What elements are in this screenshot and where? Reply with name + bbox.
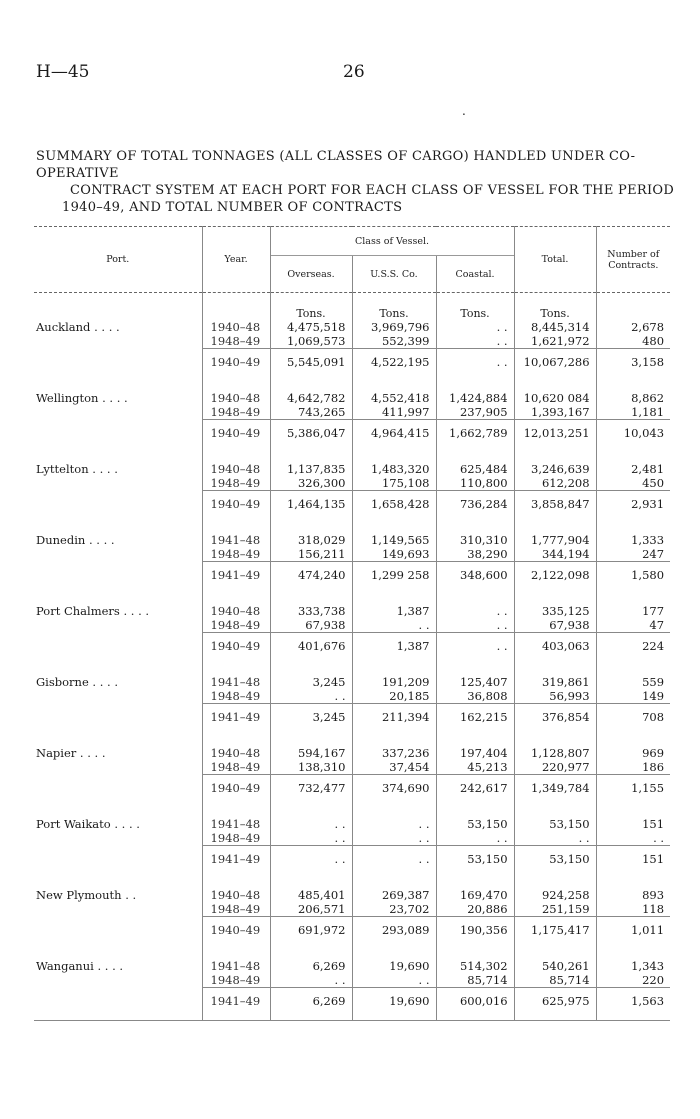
total-cell: 540,261 — [514, 949, 596, 973]
total-total-cell: 403,063 — [514, 633, 596, 666]
coastal-cell: 110,800 — [436, 476, 514, 491]
total-cell: 10,620 084 — [514, 381, 596, 405]
port-blank — [34, 704, 202, 737]
tonnage-summary-table — [34, 226, 670, 1021]
table-row — [34, 902, 670, 917]
total-year-cell: 1940–49 — [202, 491, 270, 524]
total-cell: 251,159 — [514, 902, 596, 917]
year-cell: 1941–48 — [202, 949, 270, 973]
coastal-cell: 514,302 — [436, 949, 514, 973]
coastal-cell: 36,808 — [436, 689, 514, 704]
page-reference: H—45 — [36, 62, 90, 82]
contracts-cell: 559 — [596, 665, 670, 689]
coastal-cell: 237,905 — [436, 405, 514, 420]
port-blank — [34, 491, 202, 524]
total-contracts-cell: 151 — [596, 846, 670, 879]
total-overseas-cell: 691,972 — [270, 917, 352, 950]
uss-cell: 1,483,320 — [352, 452, 436, 476]
contracts-cell: 480 — [596, 334, 670, 349]
uss-cell: 23,702 — [352, 902, 436, 917]
coastal-cell: . . — [436, 831, 514, 846]
total-overseas-cell: 732,477 — [270, 775, 352, 808]
port-name — [34, 902, 202, 917]
year-cell: 1948–49 — [202, 689, 270, 704]
total-contracts-cell: 224 — [596, 633, 670, 666]
total-uss-cell: 211,394 — [352, 704, 436, 737]
port-name — [34, 689, 202, 704]
total-cell: 8,445,314 — [514, 320, 596, 334]
total-year-cell: 1940–49 — [202, 917, 270, 950]
port-name — [34, 476, 202, 491]
contracts-cell: 1,333 — [596, 523, 670, 547]
port-name — [34, 405, 202, 420]
year-cell: 1948–49 — [202, 405, 270, 420]
port-name: Lyttelton . . . . — [36, 462, 118, 476]
uss-cell: 149,693 — [352, 547, 436, 562]
uss-cell: 1,149,565 — [352, 523, 436, 547]
total-total-cell: 376,854 — [514, 704, 596, 737]
total-contracts-cell: 3,158 — [596, 349, 670, 382]
port-blank — [34, 420, 202, 453]
total-overseas-cell: 5,545,091 — [270, 349, 352, 382]
uss-cell: . . — [352, 618, 436, 633]
table-row — [34, 665, 670, 689]
table-row — [34, 949, 670, 973]
coastal-cell: . . — [436, 618, 514, 633]
overseas-cell: . . — [270, 973, 352, 988]
overseas-cell: 318,029 — [270, 523, 352, 547]
total-uss-cell: 19,690 — [352, 988, 436, 1021]
total-coastal-cell: 53,150 — [436, 846, 514, 879]
contracts-cell: 220 — [596, 973, 670, 988]
year-cell: 1948–49 — [202, 973, 270, 988]
table-row — [34, 320, 670, 334]
title-line-2: CONTRACT SYSTEM AT EACH PORT FOR EACH CLASS OF VESSEL FOR THE PERIOD — [70, 183, 675, 198]
total-cell: 56,993 — [514, 689, 596, 704]
total-uss-cell: 1,387 — [352, 633, 436, 666]
year-cell: 1940–48 — [202, 594, 270, 618]
total-coastal-cell: . . — [436, 633, 514, 666]
header-class-of-vessel: Class of Vessel. — [270, 227, 514, 256]
units-blank-contracts — [596, 293, 670, 321]
coastal-cell: 20,886 — [436, 902, 514, 917]
table-row — [34, 594, 670, 618]
port-name: Port Chalmers . . . . — [36, 604, 150, 618]
overseas-cell: 156,211 — [270, 547, 352, 562]
port-name — [34, 547, 202, 562]
total-uss-cell: . . — [352, 846, 436, 879]
contracts-cell: 1,181 — [596, 405, 670, 420]
total-cell: 612,208 — [514, 476, 596, 491]
total-coastal-cell: 162,215 — [436, 704, 514, 737]
contracts-cell: 47 — [596, 618, 670, 633]
port-total-row — [34, 349, 670, 382]
table-body — [34, 293, 670, 1021]
total-cell: 1,621,972 — [514, 334, 596, 349]
total-cell: 319,861 — [514, 665, 596, 689]
header-port: Port. — [34, 227, 202, 293]
overseas-cell: 4,642,782 — [270, 381, 352, 405]
table-row — [34, 736, 670, 760]
overseas-cell: 1,069,573 — [270, 334, 352, 349]
port-total-row — [34, 988, 670, 1021]
overseas-cell: 594,167 — [270, 736, 352, 760]
total-coastal-cell: 1,662,789 — [436, 420, 514, 453]
port-blank — [34, 775, 202, 808]
uss-cell: . . — [352, 831, 436, 846]
print-mark: . — [462, 104, 466, 118]
table-row — [34, 807, 670, 831]
total-total-cell: 53,150 — [514, 846, 596, 879]
port-blank — [34, 562, 202, 595]
total-cell: 67,938 — [514, 618, 596, 633]
contracts-cell: 2,481 — [596, 452, 670, 476]
year-cell: 1948–49 — [202, 618, 270, 633]
total-year-cell: 1941–49 — [202, 704, 270, 737]
coastal-cell: 85,714 — [436, 973, 514, 988]
total-overseas-cell: 6,269 — [270, 988, 352, 1021]
year-cell: 1948–49 — [202, 760, 270, 775]
year-cell: 1941–48 — [202, 807, 270, 831]
table-title — [36, 148, 676, 216]
total-overseas-cell: 474,240 — [270, 562, 352, 595]
total-uss-cell: 4,964,415 — [352, 420, 436, 453]
table-row — [34, 689, 670, 704]
page-number: 26 — [343, 62, 365, 82]
port-total-row — [34, 491, 670, 524]
port-total-row — [34, 917, 670, 950]
total-coastal-cell: 600,016 — [436, 988, 514, 1021]
overseas-cell: 485,401 — [270, 878, 352, 902]
coastal-cell: . . — [436, 320, 514, 334]
year-cell: 1941–48 — [202, 523, 270, 547]
total-overseas-cell: 3,245 — [270, 704, 352, 737]
year-cell: 1948–49 — [202, 476, 270, 491]
port-blank — [34, 917, 202, 950]
overseas-cell: . . — [270, 831, 352, 846]
total-coastal-cell: 242,617 — [436, 775, 514, 808]
port-name — [34, 760, 202, 775]
overseas-cell: 138,310 — [270, 760, 352, 775]
unit-uss: Tons. — [352, 293, 436, 321]
total-uss-cell: 1,299 258 — [352, 562, 436, 595]
units-row — [34, 293, 670, 321]
total-year-cell: 1941–49 — [202, 846, 270, 879]
uss-cell: 269,387 — [352, 878, 436, 902]
contracts-cell: 450 — [596, 476, 670, 491]
total-coastal-cell: . . — [436, 349, 514, 382]
contracts-cell: 177 — [596, 594, 670, 618]
contracts-cell: 893 — [596, 878, 670, 902]
total-contracts-cell: 2,931 — [596, 491, 670, 524]
units-blank — [34, 293, 202, 321]
total-uss-cell: 374,690 — [352, 775, 436, 808]
coastal-cell: 625,484 — [436, 452, 514, 476]
port-name — [34, 973, 202, 988]
coastal-cell: 38,290 — [436, 547, 514, 562]
contracts-cell: . . — [596, 831, 670, 846]
coastal-cell: 197,404 — [436, 736, 514, 760]
overseas-cell: 206,571 — [270, 902, 352, 917]
total-total-cell: 625,975 — [514, 988, 596, 1021]
total-cell: 85,714 — [514, 973, 596, 988]
table-row — [34, 334, 670, 349]
table-row — [34, 831, 670, 846]
port-total-row — [34, 633, 670, 666]
overseas-cell: . . — [270, 807, 352, 831]
total-total-cell: 12,013,251 — [514, 420, 596, 453]
uss-cell: 552,399 — [352, 334, 436, 349]
contracts-cell: 151 — [596, 807, 670, 831]
overseas-cell: 4,475,518 — [270, 320, 352, 334]
port-name: Wellington . . . . — [36, 391, 128, 405]
coastal-cell: 125,407 — [436, 665, 514, 689]
contracts-cell: 186 — [596, 760, 670, 775]
contracts-cell: 2,678 — [596, 320, 670, 334]
overseas-cell: 1,137,835 — [270, 452, 352, 476]
port-name: New Plymouth . . — [36, 888, 137, 902]
overseas-cell: 6,269 — [270, 949, 352, 973]
contracts-cell: 118 — [596, 902, 670, 917]
title-line-1: SUMMARY OF TOTAL TONNAGES (ALL CLASSES OF CARGO) HANDLED UNDER CO-OPERATIVE — [36, 149, 636, 181]
total-coastal-cell: 190,356 — [436, 917, 514, 950]
port-name — [34, 831, 202, 846]
uss-cell: 20,185 — [352, 689, 436, 704]
uss-cell: . . — [352, 807, 436, 831]
port-blank — [34, 349, 202, 382]
year-cell: 1940–48 — [202, 736, 270, 760]
total-cell: 53,150 — [514, 807, 596, 831]
contracts-cell: 149 — [596, 689, 670, 704]
year-cell: 1940–48 — [202, 878, 270, 902]
port-total-row — [34, 704, 670, 737]
overseas-cell: . . — [270, 689, 352, 704]
total-contracts-cell: 1,580 — [596, 562, 670, 595]
total-contracts-cell: 708 — [596, 704, 670, 737]
contracts-cell: 969 — [596, 736, 670, 760]
table-row — [34, 523, 670, 547]
table-row — [34, 760, 670, 775]
port-total-row — [34, 846, 670, 879]
uss-cell: 37,454 — [352, 760, 436, 775]
port-name: Gisborne . . . . — [36, 675, 119, 689]
total-total-cell: 2,122,098 — [514, 562, 596, 595]
total-overseas-cell: . . — [270, 846, 352, 879]
total-total-cell: 1,175,417 — [514, 917, 596, 950]
overseas-cell: 326,300 — [270, 476, 352, 491]
total-contracts-cell: 1,155 — [596, 775, 670, 808]
total-total-cell: 1,349,784 — [514, 775, 596, 808]
port-total-row — [34, 420, 670, 453]
year-cell: 1940–48 — [202, 381, 270, 405]
uss-cell: 337,236 — [352, 736, 436, 760]
port-name: Port Waikato . . . . — [36, 817, 140, 831]
total-total-cell: 10,067,286 — [514, 349, 596, 382]
year-cell: 1940–48 — [202, 320, 270, 334]
total-cell: 3,246,639 — [514, 452, 596, 476]
header-coastal: Coastal. — [436, 256, 514, 293]
uss-cell: 3,969,796 — [352, 320, 436, 334]
overseas-cell: 333,738 — [270, 594, 352, 618]
overseas-cell: 3,245 — [270, 665, 352, 689]
port-name — [34, 334, 202, 349]
overseas-cell: 67,938 — [270, 618, 352, 633]
uss-cell: 175,108 — [352, 476, 436, 491]
table-row — [34, 618, 670, 633]
total-overseas-cell: 401,676 — [270, 633, 352, 666]
uss-cell: 411,997 — [352, 405, 436, 420]
port-blank — [34, 988, 202, 1021]
uss-cell: 191,209 — [352, 665, 436, 689]
port-total-row — [34, 562, 670, 595]
table-row — [34, 381, 670, 405]
coastal-cell: 53,150 — [436, 807, 514, 831]
header-uss: U.S.S. Co. — [352, 256, 436, 293]
coastal-cell: 169,470 — [436, 878, 514, 902]
coastal-cell: 310,310 — [436, 523, 514, 547]
table-row — [34, 405, 670, 420]
year-cell: 1948–49 — [202, 902, 270, 917]
header-total: Total. — [514, 227, 596, 293]
total-cell: 335,125 — [514, 594, 596, 618]
uss-cell: 19,690 — [352, 949, 436, 973]
uss-cell: . . — [352, 973, 436, 988]
total-cell: . . — [514, 831, 596, 846]
contracts-cell: 8,862 — [596, 381, 670, 405]
unit-overseas: Tons. — [270, 293, 352, 321]
total-cell: 1,393,167 — [514, 405, 596, 420]
port-name: Auckland . . . . — [36, 320, 120, 334]
contracts-cell: 1,343 — [596, 949, 670, 973]
title-line-3: 1940–49, AND TOTAL NUMBER OF CONTRACTS — [62, 200, 403, 215]
total-overseas-cell: 5,386,047 — [270, 420, 352, 453]
header-overseas: Overseas. — [270, 256, 352, 293]
total-cell: 1,777,904 — [514, 523, 596, 547]
uss-cell: 4,552,418 — [352, 381, 436, 405]
total-contracts-cell: 10,043 — [596, 420, 670, 453]
year-cell: 1948–49 — [202, 831, 270, 846]
total-contracts-cell: 1,563 — [596, 988, 670, 1021]
total-cell: 1,128,807 — [514, 736, 596, 760]
coastal-cell: . . — [436, 334, 514, 349]
total-year-cell: 1940–49 — [202, 420, 270, 453]
table-row — [34, 452, 670, 476]
total-year-cell: 1940–49 — [202, 633, 270, 666]
port-total-row — [34, 775, 670, 808]
port-name: Napier . . . . — [36, 746, 106, 760]
table-row — [34, 878, 670, 902]
year-cell: 1948–49 — [202, 547, 270, 562]
port-blank — [34, 633, 202, 666]
header-year: Year. — [202, 227, 270, 293]
unit-coastal: Tons. — [436, 293, 514, 321]
table-row — [34, 476, 670, 491]
contracts-cell: 247 — [596, 547, 670, 562]
coastal-cell: 45,213 — [436, 760, 514, 775]
header-contracts: Number of Contracts. — [596, 227, 670, 293]
port-name: Wanganui . . . . — [36, 959, 124, 973]
port-blank — [34, 846, 202, 879]
year-cell: 1940–48 — [202, 452, 270, 476]
total-contracts-cell: 1,011 — [596, 917, 670, 950]
port-name — [34, 618, 202, 633]
year-cell: 1941–48 — [202, 665, 270, 689]
total-year-cell: 1940–49 — [202, 349, 270, 382]
total-coastal-cell: 736,284 — [436, 491, 514, 524]
total-cell: 344,194 — [514, 547, 596, 562]
coastal-cell: 1,424,884 — [436, 381, 514, 405]
table-row — [34, 547, 670, 562]
total-year-cell: 1941–49 — [202, 988, 270, 1021]
total-year-cell: 1941–49 — [202, 562, 270, 595]
total-uss-cell: 293,089 — [352, 917, 436, 950]
port-name: Dunedin . . . . — [36, 533, 115, 547]
units-blank-year — [202, 293, 270, 321]
year-cell: 1948–49 — [202, 334, 270, 349]
total-cell: 220,977 — [514, 760, 596, 775]
total-uss-cell: 1,658,428 — [352, 491, 436, 524]
uss-cell: 1,387 — [352, 594, 436, 618]
total-overseas-cell: 1,464,135 — [270, 491, 352, 524]
coastal-cell: . . — [436, 594, 514, 618]
total-uss-cell: 4,522,195 — [352, 349, 436, 382]
total-year-cell: 1940–49 — [202, 775, 270, 808]
total-coastal-cell: 348,600 — [436, 562, 514, 595]
total-total-cell: 3,858,847 — [514, 491, 596, 524]
overseas-cell: 743,265 — [270, 405, 352, 420]
table-row — [34, 973, 670, 988]
unit-total: Tons. — [514, 293, 596, 321]
total-cell: 924,258 — [514, 878, 596, 902]
